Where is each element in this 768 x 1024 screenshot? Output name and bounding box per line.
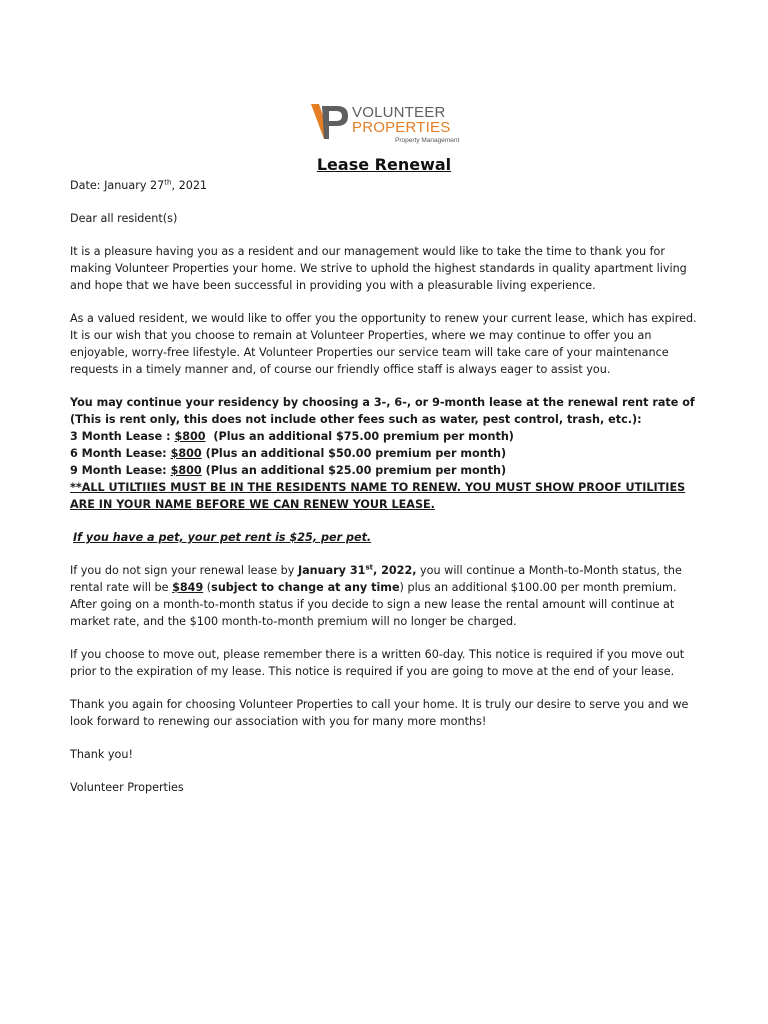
deadline-text-4: ) plus an additional $100.00 per month premium. After going on a month-to-month status if you decide to sign a new lease the rental amount will continue at market rate, and the $100 month-to-month premium will no longer be charged. [70,581,677,628]
logo-line-1: VOLUNTEER [352,104,446,121]
page-title: Lease Renewal [316,155,452,174]
date-text: Date: January 27 [70,179,165,192]
company-logo [311,101,461,147]
greeting: Dear all resident(s) [70,212,178,225]
signature: Volunteer Properties [70,781,184,794]
paragraph-welcome: It is a pleasure having you as a resident and our management would like to take the time to thank you for making Volunteer Properties your home. We strive to uphold the highest standards in quality apartment living and hope that we have been successful in providing you with a pleasurable living experience. [70,245,687,292]
lease-9-label: 9 Month Lease: [70,464,171,477]
paragraph-thanks: Thank you again for choosing Volunteer Properties to call your home. It is truly our desire to serve you and we look forward to renewing our association with you for many more months! [70,698,689,728]
lease-3-label: 3 Month Lease : [70,430,175,443]
month-to-month-rate: $849 [172,581,204,594]
lease-9-price: $800 [170,464,202,477]
pet-rent-notice [70,529,700,546]
lease-6-price: $800 [170,447,202,460]
deadline-text-2: you will continue a Month-to-Month status, the rental rate will be [70,564,682,594]
lease-3-note: (Plus an additional $75.00 premium per month) [205,430,514,443]
letter-body [70,177,700,796]
deadline-date-main: January 31 [297,564,366,577]
closing-thanks: Thank you! [70,748,133,761]
deadline-date-end: , 2022, [372,564,417,577]
subject-to-change-text: subject to change at any time [211,581,400,594]
paragraph-deadline [70,562,700,630]
deadline-date-sup: st [365,563,373,572]
lease-option-3-month [70,428,700,445]
lease-6-label: 6 Month Lease: [70,447,171,460]
deadline-text-3: ( [203,581,212,594]
deadline-text-1: If you do not sign your renewal lease by [70,564,298,577]
deadline-date [298,564,417,577]
lease-9-note: (Plus an additional $25.00 premium per month) [201,464,507,477]
lease-6-note: (Plus an additional $50.00 premium per month) [201,447,507,460]
utilities-notice: **ALL UTILTIIES MUST BE IN THE RESIDENTS NAME TO RENEW. YOU MUST SHOW PROOF UTILITIES ARE IN YOUR NAME BEFORE WE CAN RENEW YOUR LEASE. [70,481,686,511]
paragraph-renewal-offer: As a valued resident, we would like to offer you the opportunity to renew your current lease, which has expired. It is our wish that you choose to remain at Volunteer Properties, where we may continue to offer you an enjoyable, worry-free lifestyle. At Volunteer Properties our service team will take care of your maintenance requests in a timely manner and, of course our friendly office staff is always eager to assist you. [70,312,697,376]
lease-option-9-month [70,462,700,479]
pet-rent-text: If you have a pet, your pet rent is $25, per pet. [73,531,372,544]
lease-3-price: $800 [174,430,206,443]
date-line [70,177,700,194]
lease-option-6-month [70,445,700,462]
date-year: , 2021 [171,179,208,192]
paragraph-move-out: If you choose to move out, please remember there is a written 60-day. This notice is required if you move out prior to the expiration of my lease. This notice is required if you are going to move at the end of your lease. [70,648,685,678]
renewal-intro: You may continue your residency by choosing a 3-, 6-, or 9-month lease at the renewal rent rate of (This is rent only, this does not include other fees such as water, pest control, trash, etc.): [70,396,695,426]
vp-logo-icon [311,101,351,141]
date-superscript: th [164,178,172,187]
logo-tagline: Property Management [395,137,460,144]
logo-line-2: PROPERTIES [352,119,451,136]
